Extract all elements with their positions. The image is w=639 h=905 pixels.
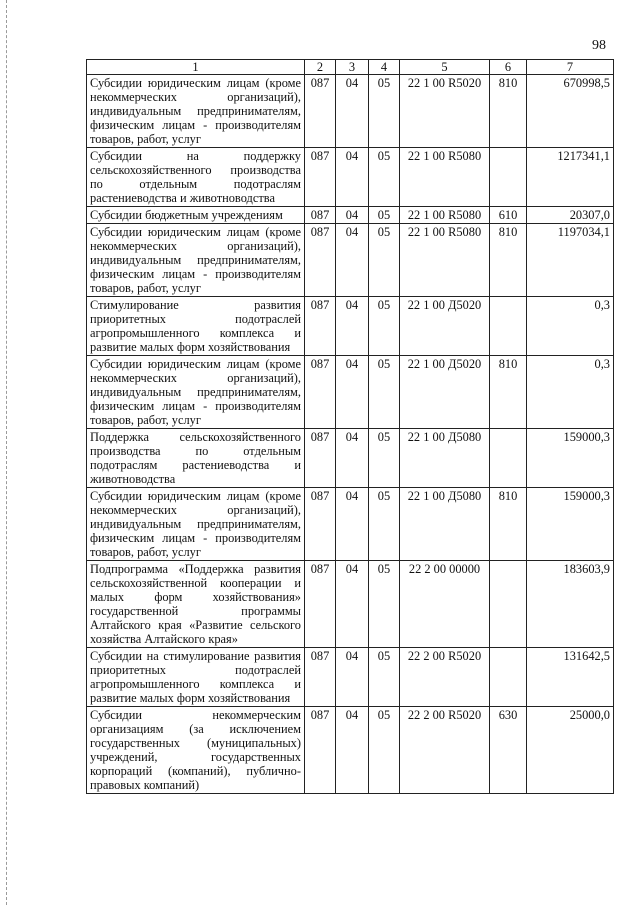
header-cell: 5: [400, 60, 490, 75]
row-description: Субсидии юридическим лицам (кроме некоммерческих организаций), индивидуальным предпринимателям, физическим лицам - производителям товаров, работ, услуг: [87, 75, 305, 148]
expense-type-code: [490, 297, 527, 356]
table-row: [87, 707, 614, 794]
ministry-code: 087: [305, 648, 336, 707]
subsection-code: 05: [369, 356, 400, 429]
section-code: 04: [336, 297, 369, 356]
header-cell: 2: [305, 60, 336, 75]
header-cell: 3: [336, 60, 369, 75]
expense-type-code: [490, 148, 527, 207]
table-row: [87, 648, 614, 707]
header-cell: 6: [490, 60, 527, 75]
expense-type-code: 810: [490, 356, 527, 429]
section-code: 04: [336, 207, 369, 224]
header-cell: 7: [527, 60, 614, 75]
subsection-code: 05: [369, 297, 400, 356]
ministry-code: 087: [305, 488, 336, 561]
ministry-code: 087: [305, 356, 336, 429]
table-row: [87, 207, 614, 224]
subsection-code: 05: [369, 488, 400, 561]
section-code: 04: [336, 707, 369, 794]
expense-type-code: [490, 561, 527, 648]
header-cell: 4: [369, 60, 400, 75]
section-code: 04: [336, 148, 369, 207]
target-article-code: 22 1 00 Д5020: [400, 297, 490, 356]
section-code: 04: [336, 75, 369, 148]
ministry-code: 087: [305, 561, 336, 648]
amount: 670998,5: [527, 75, 614, 148]
row-description: Поддержка сельскохозяйственного производства по отдельным подотраслям растениеводства и животноводства: [87, 429, 305, 488]
expense-type-code: [490, 429, 527, 488]
target-article-code: 22 1 00 R5080: [400, 148, 490, 207]
target-article-code: 22 1 00 Д5080: [400, 429, 490, 488]
subsection-code: 05: [369, 429, 400, 488]
row-description: Субсидии бюджетным учреждениям: [87, 207, 305, 224]
table-row: [87, 356, 614, 429]
subsection-code: 05: [369, 207, 400, 224]
header-row: [87, 60, 614, 75]
subsection-code: 05: [369, 707, 400, 794]
section-code: 04: [336, 648, 369, 707]
amount: 183603,9: [527, 561, 614, 648]
subsection-code: 05: [369, 224, 400, 297]
ministry-code: 087: [305, 429, 336, 488]
ministry-code: 087: [305, 75, 336, 148]
expense-type-code: [490, 648, 527, 707]
target-article-code: 22 1 00 R5020: [400, 75, 490, 148]
section-code: 04: [336, 561, 369, 648]
table-row: [87, 297, 614, 356]
amount: 159000,3: [527, 488, 614, 561]
amount: 25000,0: [527, 707, 614, 794]
target-article-code: 22 2 00 00000: [400, 561, 490, 648]
row-description: Подпрограмма «Поддержка развития сельскохозяйственной кооперации и малых форм хозяйствования» государственной программы Алтайского края «Развитие сельского хозяйства Алтайского края»: [87, 561, 305, 648]
row-description: Субсидии юридическим лицам (кроме некоммерческих организаций), индивидуальным предпринимателям, физическим лицам - производителям товаров, работ, услуг: [87, 488, 305, 561]
amount: 159000,3: [527, 429, 614, 488]
ministry-code: 087: [305, 148, 336, 207]
table-row: [87, 561, 614, 648]
section-code: 04: [336, 429, 369, 488]
amount: 1217341,1: [527, 148, 614, 207]
amount: 20307,0: [527, 207, 614, 224]
ministry-code: 087: [305, 707, 336, 794]
target-article-code: 22 2 00 R5020: [400, 707, 490, 794]
row-description: Субсидии на поддержку сельскохозяйственного производства по отдельным подотраслям растениеводства и животноводства: [87, 148, 305, 207]
section-code: 04: [336, 356, 369, 429]
expense-type-code: 810: [490, 224, 527, 297]
ministry-code: 087: [305, 224, 336, 297]
row-description: Субсидии некоммерческим организациям (за исключением государственных (муниципальных) учреждений, государственных корпораций (компаний), публично-правовых компаний): [87, 707, 305, 794]
header-cell: 1: [87, 60, 305, 75]
amount: 1197034,1: [527, 224, 614, 297]
target-article-code: 22 1 00 Д5080: [400, 488, 490, 561]
row-description: Стимулирование развития приоритетных подотраслей агропромышленного комплекса и развитие малых форм хозяйствования: [87, 297, 305, 356]
table-row: [87, 75, 614, 148]
amount: 0,3: [527, 297, 614, 356]
expense-type-code: 610: [490, 207, 527, 224]
expense-type-code: 810: [490, 75, 527, 148]
amount: 0,3: [527, 356, 614, 429]
target-article-code: 22 1 00 Д5020: [400, 356, 490, 429]
row-description: Субсидии юридическим лицам (кроме некоммерческих организаций), индивидуальным предпринимателям, физическим лицам - производителям товаров, работ, услуг: [87, 356, 305, 429]
scan-margin-line: [6, 0, 7, 905]
subsection-code: 05: [369, 75, 400, 148]
subsection-code: 05: [369, 648, 400, 707]
target-article-code: 22 1 00 R5080: [400, 224, 490, 297]
amount: 131642,5: [527, 648, 614, 707]
subsection-code: 05: [369, 561, 400, 648]
table-row: [87, 488, 614, 561]
section-code: 04: [336, 488, 369, 561]
row-description: Субсидии юридическим лицам (кроме некоммерческих организаций), индивидуальным предпринимателям, физическим лицам - производителям товаров, работ, услуг: [87, 224, 305, 297]
expense-type-code: 630: [490, 707, 527, 794]
table-row: [87, 148, 614, 207]
section-code: 04: [336, 224, 369, 297]
budget-table: [86, 59, 614, 794]
subsection-code: 05: [369, 148, 400, 207]
row-description: Субсидии на стимулирование развития приоритетных подотраслей агропромышленного комплекса и развитие малых форм хозяйствования: [87, 648, 305, 707]
target-article-code: 22 1 00 R5080: [400, 207, 490, 224]
table-row: [87, 224, 614, 297]
ministry-code: 087: [305, 297, 336, 356]
table-row: [87, 429, 614, 488]
target-article-code: 22 2 00 R5020: [400, 648, 490, 707]
page-number: 98: [592, 38, 606, 53]
expense-type-code: 810: [490, 488, 527, 561]
ministry-code: 087: [305, 207, 336, 224]
